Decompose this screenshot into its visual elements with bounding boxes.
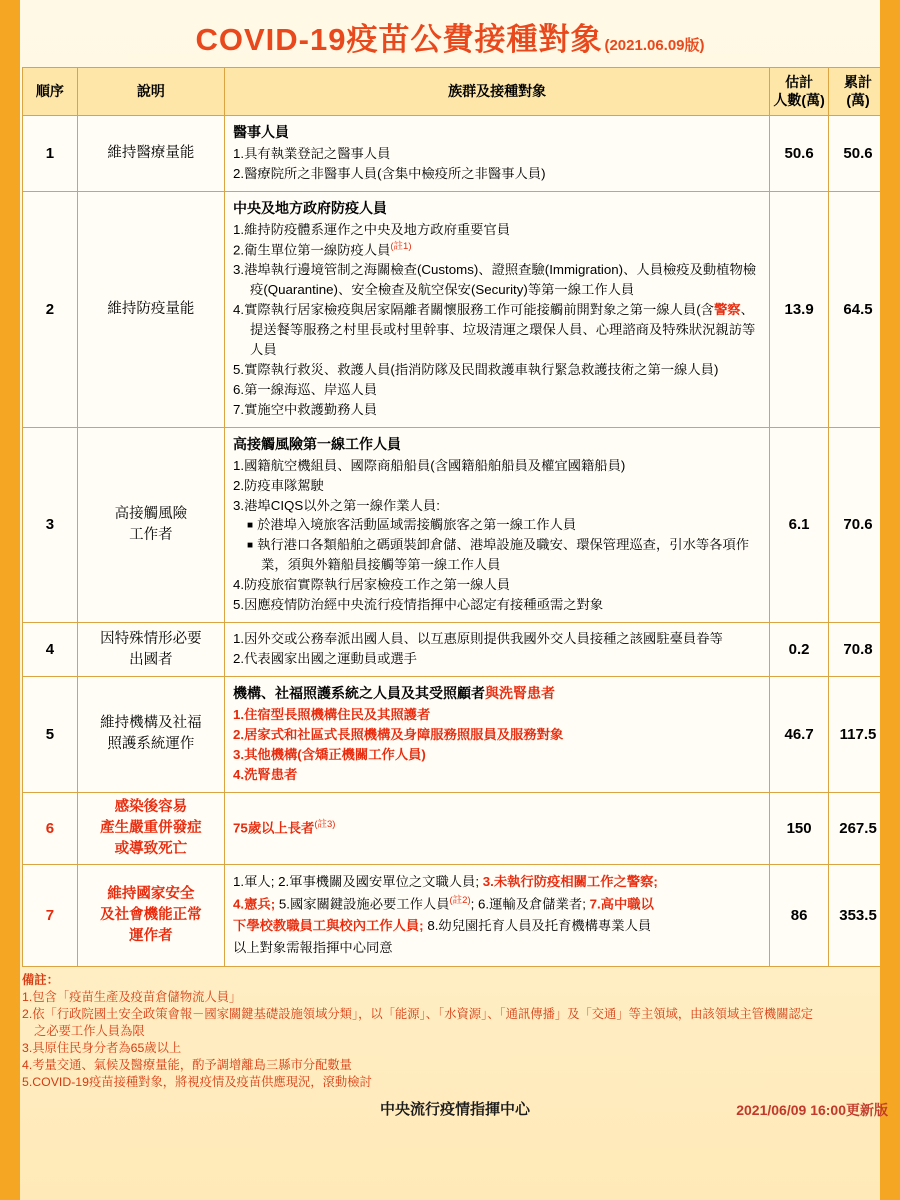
row-body xyxy=(225,623,770,677)
table-row xyxy=(23,427,888,623)
row-body xyxy=(225,116,770,192)
list-item: 2.醫療院所之非醫事人員(含集中檢疫所之非醫事人員) xyxy=(233,165,546,181)
row-cumulative: 70.6 xyxy=(829,427,888,623)
list-item: 1.維持防疫體系運作之中央及地方政府重要官員 xyxy=(233,221,511,237)
title-text: COVID-19疫苗公費接種對象 xyxy=(195,22,603,57)
row-item-list xyxy=(233,456,761,516)
footnote-marker: (註2) xyxy=(449,894,471,906)
row-body-head: 醫事人員 xyxy=(233,124,290,140)
left-border xyxy=(10,0,20,1200)
vaccine-priority-table xyxy=(22,67,888,967)
list-item: 1.住宿型長照機構住民及其照護者 xyxy=(233,707,431,723)
list-item: 5.因應疫情防治經中央流行疫情指揮中心認定有接種亟需之對象 xyxy=(233,597,604,613)
table-row xyxy=(23,792,888,864)
row-desc: 維持醫療量能 xyxy=(77,116,224,192)
header-estimate-line2: 人數(萬) xyxy=(773,91,825,108)
header-desc: 說明 xyxy=(77,68,224,116)
row-seq: 6 xyxy=(23,792,78,864)
row-sub-list xyxy=(233,515,761,575)
table-row xyxy=(23,623,888,677)
row-body xyxy=(225,427,770,623)
list-item: 4.洗腎患者 xyxy=(233,766,298,782)
footnote-item: 2.依「行政院國土安全政策會報－國家關鍵基礎設施領域分類」，以「能源」、「水資源」、「通訊傳播」及「交通」等主領域，由該領域主管機關認定 xyxy=(22,1006,814,1021)
list-item: 1.具有執業登記之醫事人員 xyxy=(233,146,391,161)
row-desc: 因特殊情形必要 出國者 xyxy=(77,623,224,677)
table-row xyxy=(23,191,888,427)
row-item-list xyxy=(233,629,761,669)
row-body-head xyxy=(233,683,761,704)
row-cumulative: 117.5 xyxy=(829,677,888,793)
row-body xyxy=(225,677,770,793)
row-cumulative: 267.5 xyxy=(829,792,888,864)
row-seq: 4 xyxy=(23,623,78,677)
row-desc: 維持機構及社福 照護系統運作 xyxy=(77,677,224,793)
footnote-item: 4.考量交通、氣候及醫療量能，酌予調增離島三縣市分配數量 xyxy=(22,1057,352,1072)
row-estimate: 6.1 xyxy=(770,427,829,623)
head-red: 與洗腎患者 xyxy=(485,685,556,702)
row-seq: 5 xyxy=(23,677,78,793)
row-cumulative: 64.5 xyxy=(829,191,888,427)
highlight-school-item: 7.高中職以 xyxy=(589,896,654,912)
list-item: 7.實施空中救護勤務人員 xyxy=(233,401,378,417)
table-row xyxy=(23,116,888,192)
header-estimate xyxy=(770,68,829,116)
list-item: 2.居家式和社區式長照機構及身障服務照服員及服務對象 xyxy=(233,726,564,742)
table-header-row xyxy=(23,68,888,116)
table-row xyxy=(23,677,888,793)
row-desc: 維持防疫量能 xyxy=(77,191,224,427)
highlight-police: 警察 xyxy=(713,302,741,318)
sub-list-item: ■ 於港埠入境旅客活動區域需接觸旅客之第一線工作人員 xyxy=(247,515,761,535)
list-item: 3.港埠執行邊境管制之海關檢查(Customs)、證照查驗(Immigration)、人員檢疫及動植物檢疫(Quarantine)、安全檢查及航空保安(Security)等第一線工作人員 xyxy=(233,262,757,298)
highlight-mp-item: 4.憲兵; xyxy=(233,896,276,912)
row-seq: 3 xyxy=(23,427,78,623)
header-estimate-line1: 估計 xyxy=(785,74,814,90)
row-cumulative: 70.8 xyxy=(829,623,888,677)
list-item: 6.第一線海巡、岸巡人員 xyxy=(233,381,378,397)
right-border xyxy=(880,0,890,1200)
list-item: 5.實際執行救災、救護人員(指消防隊及民間救護車執行緊急救護技術之第一線人員) xyxy=(233,361,719,377)
highlight-police-item: 3.未執行防疫相關工作之警察; xyxy=(482,873,658,889)
row-body-red: 75歲以上長者 xyxy=(233,820,315,836)
row-estimate: 86 xyxy=(770,864,829,966)
list-item: 1.因外交或公務奉派出國人員、以互惠原則提供我國外交人員接種之該國駐臺員眷等 xyxy=(233,631,723,647)
footer xyxy=(22,1097,888,1123)
row-estimate: 13.9 xyxy=(770,191,829,427)
row-desc: 高接觸風險 工作者 xyxy=(77,427,224,623)
row-estimate: 150 xyxy=(770,792,829,864)
row-item-list xyxy=(233,705,761,785)
row-item-list xyxy=(233,144,761,184)
list-item: 4.防疫旅宿實際執行居家檢疫工作之第一線人員 xyxy=(233,577,511,593)
table-row xyxy=(23,864,888,966)
title-version: (2021.06.09版) xyxy=(604,37,705,54)
footer-organization: 中央流行疫情指揮中心 xyxy=(379,1100,530,1118)
list-item: 3.其他機構(含矯正機關工作人員) xyxy=(233,746,426,762)
page-title xyxy=(22,0,878,67)
row-seq: 1 xyxy=(23,116,78,192)
footnote-item: 5.COVID-19疫苗接種對象，將視疫情及疫苗供應現況，滾動檢討 xyxy=(22,1074,372,1089)
list-item: 1.國籍航空機組員、國際商船船員(含國籍船舶船員及權宜國籍船員) xyxy=(233,457,626,473)
sub-list-item: ■ 執行港口各類船舶之碼頭裝卸倉儲、港埠設施及職安、環保管理巡查，引水等各項作業，須與外籍船員接觸等第一線工作人員 xyxy=(247,535,761,575)
row-item-list xyxy=(233,220,761,420)
header-cumulative-line1: 累計 xyxy=(844,74,873,90)
row-seq: 7 xyxy=(23,864,78,966)
row-estimate: 50.6 xyxy=(770,116,829,192)
footnote-item: 1.包含「疫苗生產及疫苗倉儲物流人員」 xyxy=(22,989,242,1004)
row-body-head: 中央及地方政府防疫人員 xyxy=(233,199,388,216)
footnote-item: 3.具原住民身分者為65歲以上 xyxy=(22,1040,182,1055)
head-plain: 機構、社福照護系統之人員及其受照顧者 xyxy=(233,685,486,702)
footnotes-title: 備註： xyxy=(22,973,59,988)
row-desc: 維持國家安全 及社會機能正常 運作者 xyxy=(77,864,224,966)
row-estimate: 46.7 xyxy=(770,677,829,793)
list-item: 2.代表國家出國之運動員或選手 xyxy=(233,651,417,667)
footer-updated: 2021/06/09 16:00更新版 xyxy=(736,1101,888,1118)
row-seq: 2 xyxy=(23,191,78,427)
row-estimate: 0.2 xyxy=(770,623,829,677)
row-cumulative: 353.5 xyxy=(829,864,888,966)
row-body: 1.軍人; 2.軍事機關及國安單位之文職人員; 3.未執行防疫相關工作之警察; 4.憲兵; 5.國家關鍵設施必要工作人員$^{(註2)}$; 6.運輸及倉儲業者; 7.高中職以 下學校教職員工與校內工作人員; 8.幼兒園托育人員及托育機構專業人員 以上對象需報指揮中心同意 xyxy=(225,864,770,966)
row-body xyxy=(225,191,770,427)
footnote-item-cont: 之必要工作人員為限 xyxy=(34,1023,145,1038)
row-item-list-cont xyxy=(233,575,761,615)
list-item: 2.防疫車隊駕駛 xyxy=(233,477,324,493)
row-body-head: 高接觸風險第一線工作人員 xyxy=(233,435,402,452)
header-body: 族群及接種對象 xyxy=(225,68,770,116)
row-body xyxy=(225,792,770,864)
footnote-marker: (註3) xyxy=(314,818,336,830)
row-cumulative: 50.6 xyxy=(829,116,888,192)
row-desc: 感染後容易 產生嚴重併發症 或導致死亡 xyxy=(77,792,224,864)
header-cumulative-line2: (萬) xyxy=(846,91,870,108)
list-item: 2.衛生單位第一線防疫人員$^{(註1)}$ xyxy=(233,240,412,258)
footnotes xyxy=(22,972,888,1091)
footnote-marker: (註1) xyxy=(390,240,412,252)
header-seq: 順序 xyxy=(23,68,78,116)
list-item: 3.港埠CIQS以外之第一線作業人員: xyxy=(233,497,440,513)
header-cumulative xyxy=(829,68,888,116)
list-item: 4.實際執行居家檢疫與居家隔離者關懷服務工作可能接觸前開對象之第一線人員(含警察、提送餐等服務之村里長或村里幹事、垃圾清運之環保人員、心理諮商及特殊狀況親訪等人員 xyxy=(233,302,756,357)
highlight-school-item-2: 下學校教職員工與校內工作人員; xyxy=(233,918,424,934)
